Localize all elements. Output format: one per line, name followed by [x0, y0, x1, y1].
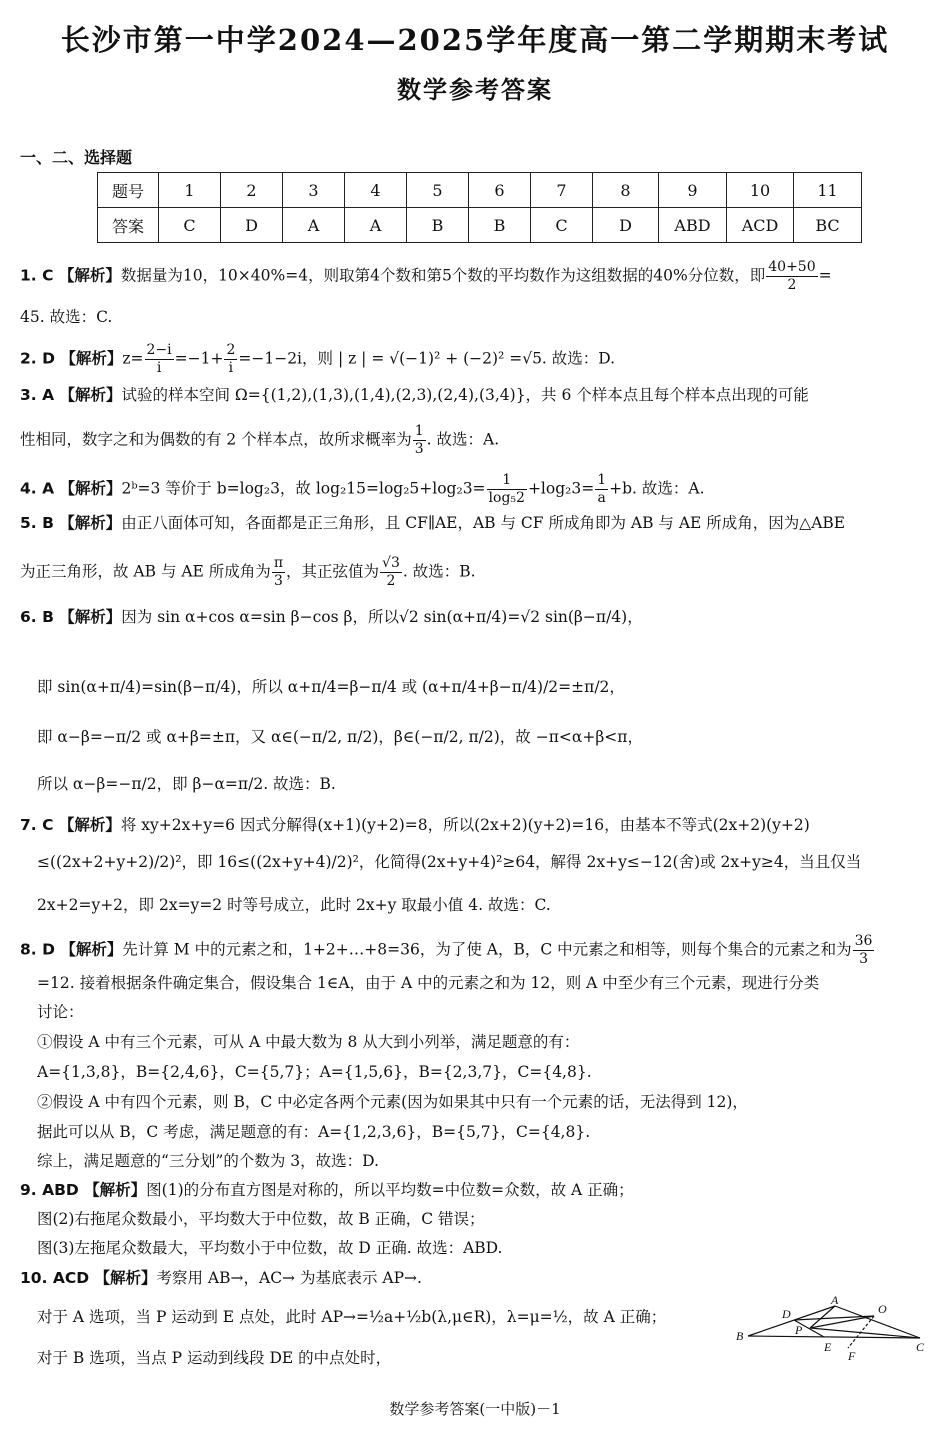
table-cell: 11	[794, 173, 862, 208]
q9-label: 9. ABD 【解析】	[20, 1181, 147, 1199]
q5-fraction: $\frac{√3}{2}$	[382, 555, 400, 589]
table-cell: 3	[283, 173, 345, 208]
q8-line2: =12. 接着根据条件确定集合，假设集合 1∈A，由于 A 中的元素之和为 12，则 A 中至少有三个元素，现进行分类	[37, 974, 820, 992]
segment-ba	[748, 1306, 835, 1336]
table-cell: 2	[221, 173, 283, 208]
table-cell: ACD	[727, 208, 794, 243]
label-o: O	[878, 1302, 887, 1316]
table-cell: C	[531, 208, 593, 243]
exam-title: 长沙市第一中学2024—2025学年度高一第二学期期末考试	[60, 23, 890, 57]
q6-line2: 即 sin(α+π/4)=sin(β−π/4)，所以 α+π/4=β−π/4 或 (α+π/4+β−π/4)/2=±π/2，	[37, 678, 625, 696]
table-cell: B	[407, 208, 469, 243]
table-cell: C	[159, 208, 221, 243]
q2-fraction: $\frac{2}{i}$	[226, 342, 236, 376]
table-row	[98, 208, 862, 243]
q4-label: 4. A 【解析】	[20, 479, 122, 498]
q1-line1	[20, 259, 932, 294]
label-b: B	[736, 1329, 744, 1343]
q9-line2: 图(2)右拖尾众数最小，平均数大于中位数，故 B 正确，C 错误；	[37, 1210, 485, 1228]
q2-line: 2. D 【解析】z= $\frac{2-i}{i}$ =−1+ $\frac{2}{i}$ =−1−2i，则 | z | = √(−1)² + (−2)² =√5. 故选：D.	[20, 342, 616, 376]
table-cell: 4	[345, 173, 407, 208]
q6-line1: 6. B 【解析】因为 sin α+cos α=sin β−cos β，所以√2 sin(α+π/4)=√2 sin(β−π/4)，	[20, 608, 643, 626]
q1-label: 1. C 【解析】	[20, 266, 121, 285]
q10-label: 10. ACD 【解析】	[20, 1269, 157, 1287]
q1-text: 数据量为10，10×40%=4，则取第4个数和第5个数的平均数作为这组数据的40%分位数，即	[120, 266, 766, 285]
table-cell: 7	[531, 173, 593, 208]
q8-fraction: $\frac{36}{3}$	[854, 933, 873, 967]
q1-line2: 45. 故选：C.	[20, 308, 113, 326]
q8-line5: A={1,3,8}，B={2,4,6}，C={5,7}；A={1,5,6}，B={2,3,7}，C={4,8}.	[37, 1063, 592, 1081]
q5-line2: 为正三角形，故 AB 与 AE 所成角为 $\frac{\pi}{3}$ ，其正弦值为 $\frac{√3}{2}$ . 故选：B.	[20, 555, 476, 589]
triangle-figure	[728, 1296, 936, 1376]
answer-subtitle: 数学参考答案	[397, 75, 553, 104]
q3-label: 3. A 【解析】	[20, 386, 122, 404]
label-d: D	[782, 1307, 791, 1321]
q3-line1: 3. A 【解析】试验的样本空间 Ω={(1,2),(1,3),(1,4),(2,3),(2,4),(3,4)}，共 6 个样本点且每个样本点出现的可能	[20, 386, 809, 404]
q10-line3: 对于 B 选项，当点 P 运动到线段 DE 的中点处时，	[37, 1349, 392, 1367]
table-cell: ABD	[659, 208, 727, 243]
table-cell: 8	[593, 173, 659, 208]
table-cell: D	[221, 208, 283, 243]
q8-line1: 8. D 【解析】先计算 M 中的元素之和，1+2+…+8=36，为了使 A，B，C 中元素之和相等，则每个集合的元素之和为 $\frac{36}{3}$	[20, 933, 873, 967]
q6-line4: 所以 α−β=−π/2，即 β−α=π/2. 故选：B.	[37, 775, 336, 793]
table-cell: 6	[469, 173, 531, 208]
q4-fraction: $\frac{1}{\text{log₅2}}$	[488, 472, 525, 506]
table-cell: 5	[407, 173, 469, 208]
segment-bc	[748, 1336, 920, 1338]
label-e: E	[824, 1340, 832, 1354]
table-cell: BC	[794, 208, 862, 243]
table-cell: 9	[659, 173, 727, 208]
page-footer: 数学参考答案(一中版)－1	[389, 1400, 561, 1418]
section-heading: 一、二、选择题	[20, 148, 133, 167]
label-p: P	[795, 1323, 803, 1337]
q2-label: 2. D 【解析】	[20, 349, 123, 368]
row-label: 答案	[98, 208, 159, 243]
q8-line4: ①假设 A 中有三个元素，可从 A 中最大数为 8 从大到小列举，满足题意的有：	[37, 1033, 580, 1051]
table-cell: D	[593, 208, 659, 243]
q6-line3: 即 α−β=−π/2 或 α+β=±π，又 α∈(−π/2, π/2)，β∈(−π/2, π/2)，故 −π<α+β<π，	[37, 728, 643, 746]
q7-line2: ≤((2x+2+y+2)/2)²，即 16≤((2x+y+4)/2)²，化简得(2x+y+4)²≥64，解得 2x+y≤−12(舍)或 2x+y≥4，当且仅当	[37, 853, 862, 871]
q8-label: 8. D 【解析】	[20, 940, 123, 959]
q10-line2: 对于 A 选项，当 P 运动到 E 点处，此时 AP→=½a+½b(λ,μ∈R)，λ=μ=½，故 A 正确；	[37, 1308, 667, 1326]
q9-line3: 图(3)左拖尾众数最大，平均数小于中位数，故 D 正确. 故选：ABD.	[37, 1239, 503, 1257]
segment-ap	[810, 1306, 835, 1328]
q1-fraction: $\frac{40+50}{2}$	[768, 259, 816, 293]
q5-fraction: $\frac{\pi}{3}$	[273, 555, 284, 589]
q7-line3: 2x+2=y+2，即 2x=y=2 时等号成立，此时 2x+y 取最小值 4. 故选：C.	[37, 896, 551, 914]
q7-label: 7. C 【解析】	[20, 816, 121, 834]
q9-line1: 9. ABD 【解析】图(1)的分布直方图是对称的，所以平均数=中位数=众数，故 A 正确；	[20, 1181, 634, 1199]
q7-line1: 7. C 【解析】将 xy+2x+y=6 因式分解得(x+1)(y+2)=8，所以(2x+2)(y+2)=16，由基本不等式(2x+2)(y+2)	[20, 816, 810, 834]
q4-fraction: $\frac{1}{a}$	[597, 472, 607, 506]
q8-line3: 讨论：	[37, 1003, 84, 1021]
table-cell: A	[345, 208, 407, 243]
q3-line2: 性相同，数字之和为偶数的有 2 个样本点，故所求概率为 $\frac{1}{3}$ . 故选：A.	[20, 423, 500, 457]
q5-label: 5. B 【解析】	[20, 514, 122, 532]
label-f: F	[848, 1349, 856, 1363]
table-cell: A	[283, 208, 345, 243]
q3-fraction: $\frac{1}{3}$	[414, 423, 424, 457]
q8-line8: 综上，满足题意的“三分划”的个数为 3，故选：D.	[37, 1152, 379, 1170]
q2-fraction: $\frac{2-i}{i}$	[146, 342, 172, 376]
row-label: 题号	[98, 173, 159, 208]
q8-line7: 据此可以从 B，C 考虑，满足题意的有：A={1,2,3,6}，B={5,7}，C={4,8}.	[37, 1123, 591, 1141]
answer-table	[97, 172, 862, 243]
q4-line: 4. A 【解析】2ᵇ=3 等价于 b=log₂3，故 log₂15=log₂5+log₂3= $\frac{1}{\text{log₅2}}$ +log₂3= $\frac{1}{a}$ +b. 故选：A.	[20, 472, 705, 506]
table-cell: 1	[159, 173, 221, 208]
q10-line1: 10. ACD 【解析】考察用 AB→，AC→ 为基底表示 AP→.	[20, 1269, 422, 1287]
table-cell: B	[469, 208, 531, 243]
label-a: A	[831, 1296, 839, 1307]
q6-label: 6. B 【解析】	[20, 608, 122, 626]
q5-line1: 5. B 【解析】由正八面体可知，各面都是正三角形，且 CF∥AE，AB 与 CF 所成角即为 AB 与 AE 所成角，因为△ABE	[20, 514, 846, 532]
label-c: C	[916, 1340, 925, 1354]
table-row	[98, 173, 862, 208]
table-cell: 10	[727, 173, 794, 208]
q8-line6: ②假设 A 中有四个元素，则 B，C 中必定各两个元素(因为如果其中只有一个元素的话，无法得到 12)，	[37, 1093, 748, 1111]
q1-text-end: =	[818, 266, 832, 285]
